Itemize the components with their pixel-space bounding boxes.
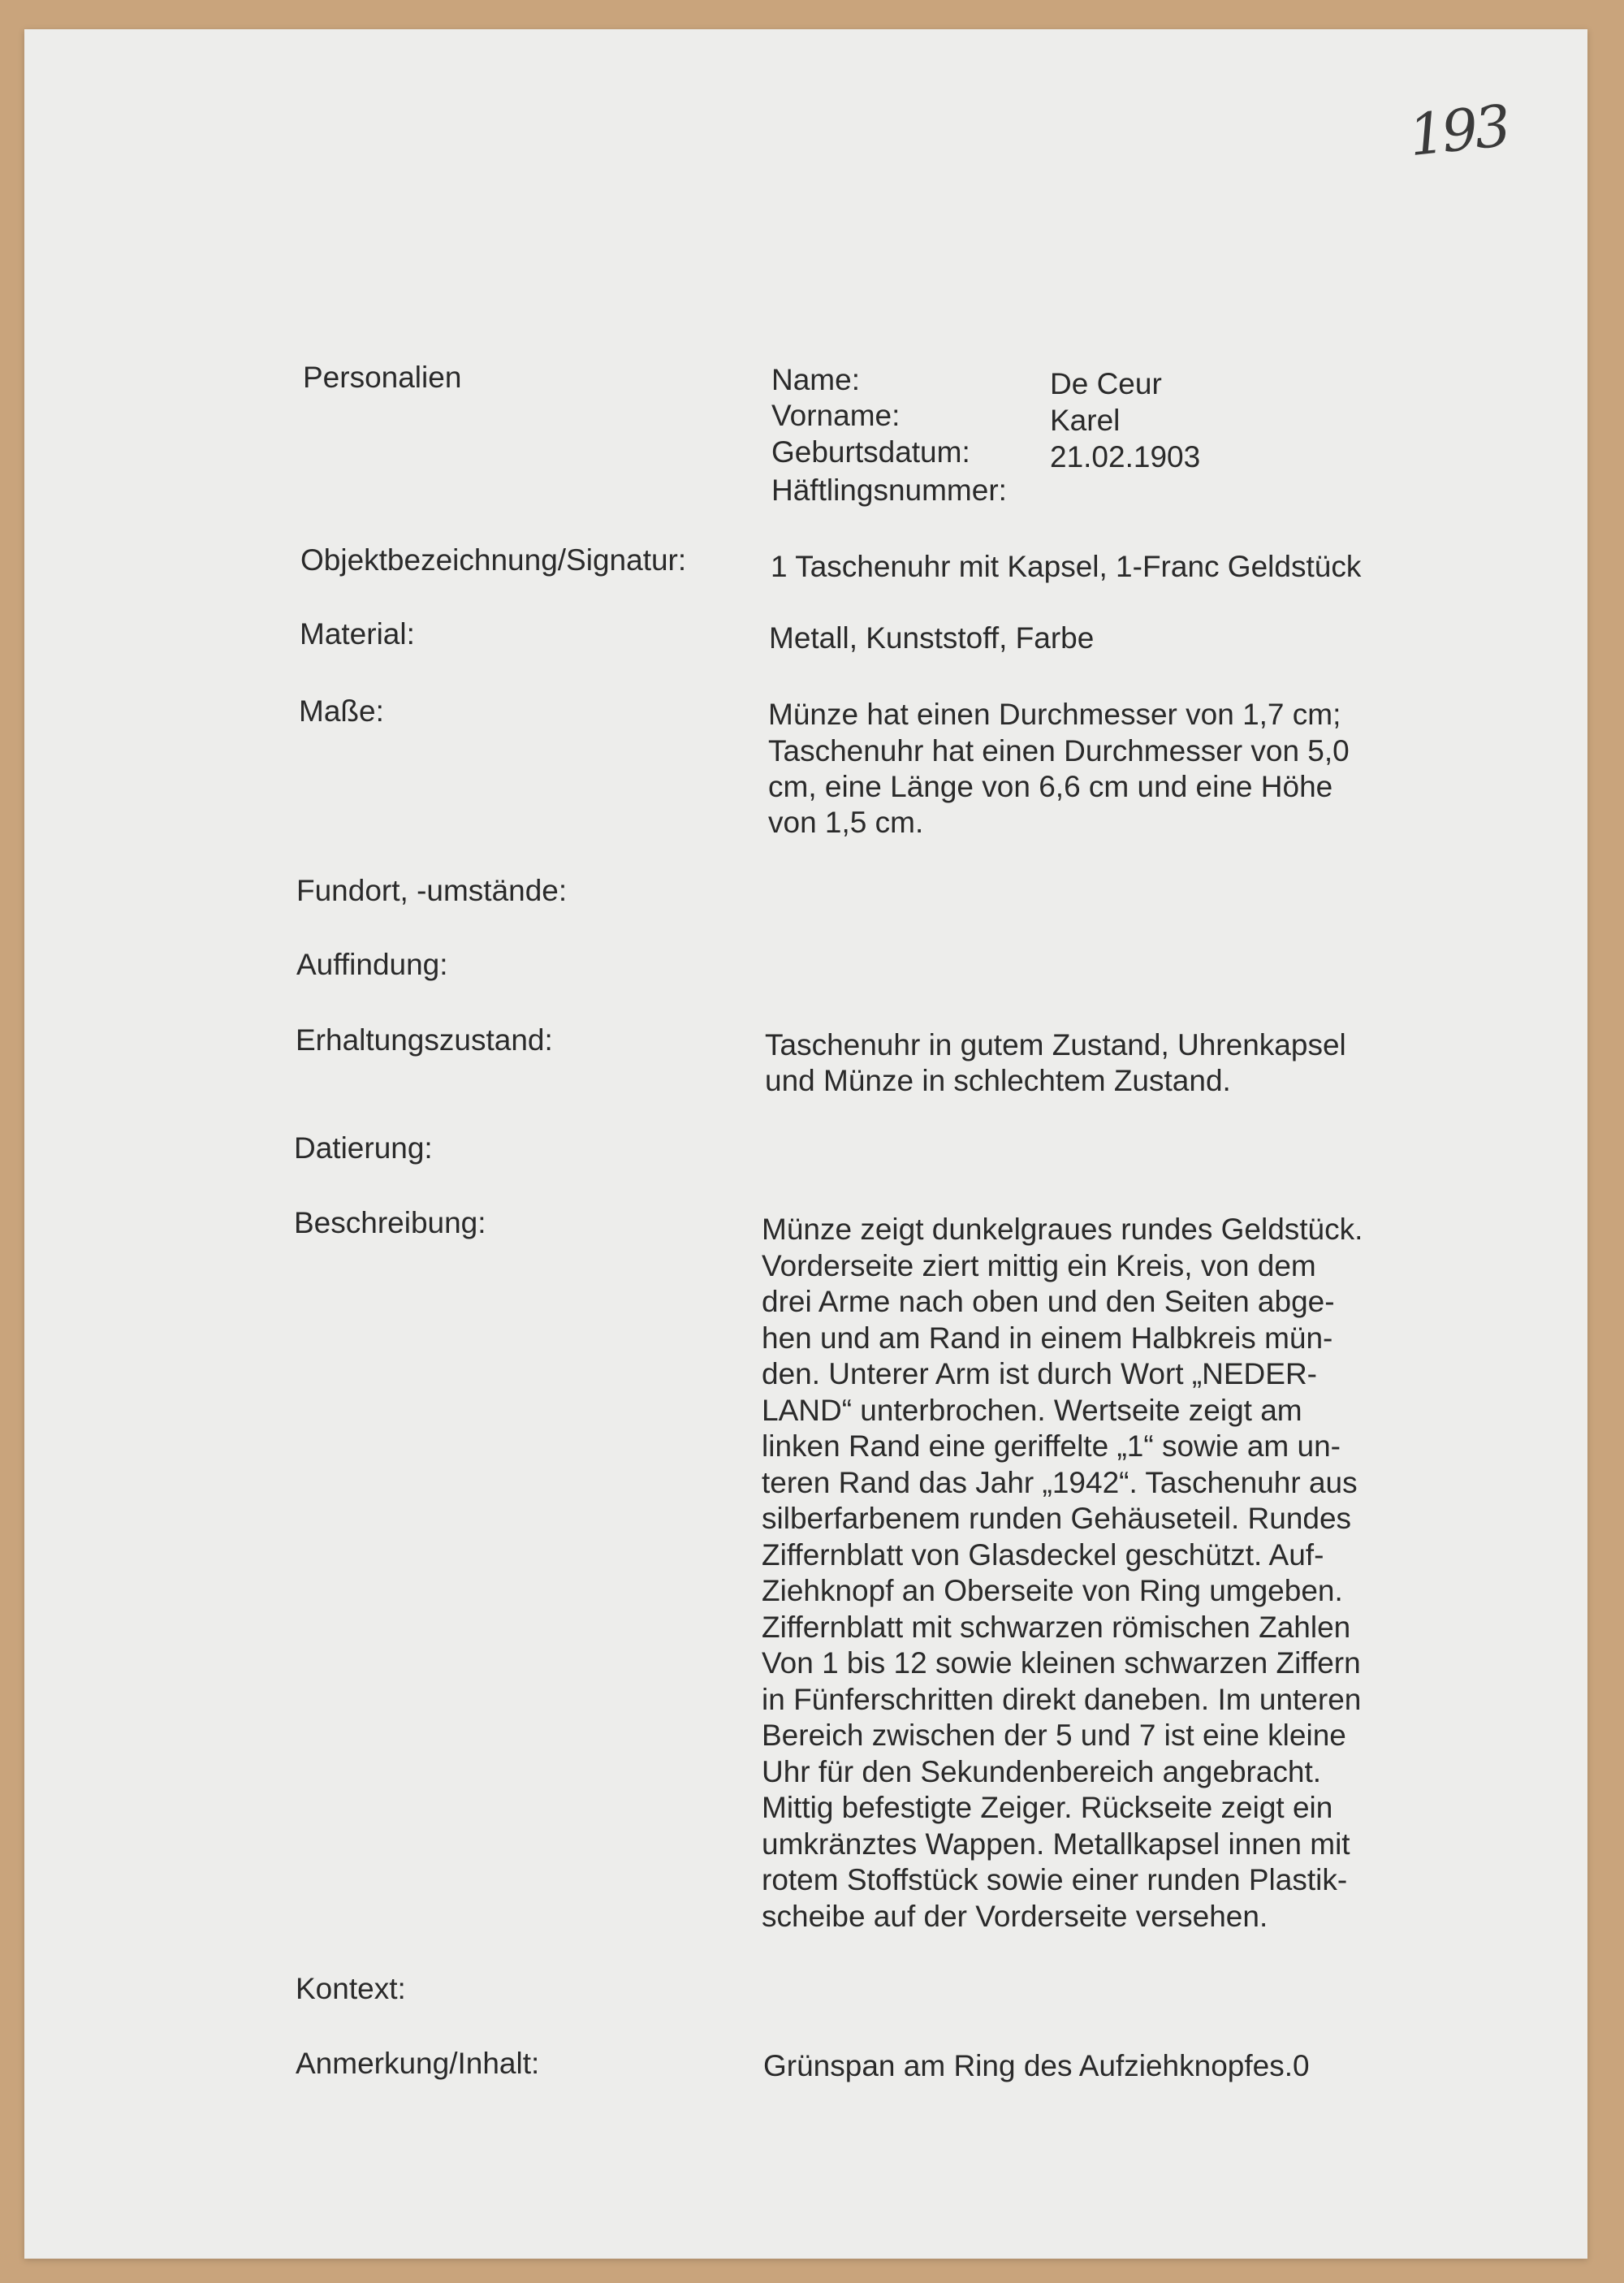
value-masse-line-2: Taschenuhr hat einen Durchmesser von 5,0	[768, 734, 1350, 767]
label-material: Material:	[300, 617, 415, 651]
beschreibung-line: Mittig befestigte Zeiger. Rückseite zeigt ein	[762, 1791, 1333, 1824]
beschreibung-line: in Fünferschritten direkt daneben. Im unteren	[762, 1682, 1362, 1716]
beschreibung-line: Münze zeigt dunkelgraues rundes Geldstück.	[762, 1213, 1363, 1246]
label-vorname: Vorname:	[771, 399, 901, 432]
label-haeftlingsnummer: Häftlingsnummer:	[771, 473, 1007, 507]
beschreibung-line: den. Unterer Arm ist durch Wort „NEDER-	[762, 1357, 1317, 1390]
label-personalien: Personalien	[303, 361, 462, 394]
beschreibung-line: Ziffernblatt von Glasdeckel geschützt. Auf-	[762, 1537, 1324, 1572]
value-masse-line-1: Münze hat einen Durchmesser von 1,7 cm;	[768, 698, 1341, 731]
label-erhaltungszustand: Erhaltungszustand:	[296, 1023, 553, 1057]
beschreibung-line: hen und am Rand in einem Halbkreis mün-	[762, 1321, 1333, 1355]
label-name: Name:	[771, 363, 860, 396]
label-fundort: Fundort, -umstände:	[296, 874, 568, 907]
label-anmerkung: Anmerkung/Inhalt:	[296, 2047, 540, 2080]
value-masse-line-4: von 1,5 cm.	[768, 806, 924, 839]
label-kontext: Kontext:	[296, 1972, 406, 2005]
beschreibung-line: scheibe auf der Vorderseite versehen.	[762, 1899, 1268, 1933]
value-erhaltung-line-2: und Münze in schlechtem Zustand.	[765, 1064, 1231, 1097]
beschreibung-line: umkränztes Wappen. Metallkapsel innen mit	[762, 1827, 1350, 1861]
value-geburtsdatum: 21.02.1903	[1050, 440, 1201, 473]
label-objektbezeichnung: Objektbezeichnung/Signatur:	[300, 543, 687, 577]
value-objektbezeichnung: 1 Taschenuhr mit Kapsel, 1-Franc Geldstück	[771, 550, 1362, 583]
beschreibung-line: drei Arme nach oben und den Seiten abge-	[762, 1285, 1335, 1318]
beschreibung-line: Vorderseite ziert mittig ein Kreis, von dem	[762, 1248, 1316, 1282]
beschreibung-line: Von 1 bis 12 sowie kleinen schwarzen Ziffern	[762, 1646, 1361, 1680]
value-anmerkung: Grünspan am Ring des Aufziehknopfes.0	[763, 2049, 1310, 2082]
label-beschreibung: Beschreibung:	[294, 1206, 486, 1239]
label-datierung: Datierung:	[294, 1131, 433, 1165]
handwritten-page-number: 193	[1406, 92, 1511, 170]
value-material: Metall, Kunststoff, Farbe	[769, 621, 1095, 655]
beschreibung-line: Bereich zwischen der 5 und 7 ist eine kleine	[762, 1719, 1346, 1752]
beschreibung-line: Ziffernblatt mit schwarzen römischen Zahlen	[762, 1610, 1351, 1644]
value-erhaltung-line-1: Taschenuhr in gutem Zustand, Uhrenkapsel	[765, 1028, 1346, 1062]
beschreibung-line: Uhr für den Sekundenbereich angebracht.	[762, 1754, 1322, 1788]
value-masse-line-3: cm, eine Länge von 6,6 cm und eine Höhe	[768, 770, 1333, 803]
value-name: De Ceur	[1050, 367, 1162, 400]
beschreibung-line: LAND“ unterbrochen. Wertseite zeigt am	[762, 1393, 1302, 1427]
label-masse: Maße:	[299, 694, 384, 728]
beschreibung-line: silberfarbenem runden Gehäuseteil. Rundes	[762, 1502, 1352, 1535]
beschreibung-line: rotem Stoffstück sowie einer runden Plastik-	[762, 1863, 1348, 1896]
beschreibung-line: teren Rand das Jahr „1942“. Taschenuhr aus	[762, 1465, 1358, 1499]
label-geburtsdatum: Geburtsdatum:	[771, 435, 970, 469]
beschreibung-line: Ziehknopf an Oberseite von Ring umgeben.	[762, 1574, 1343, 1607]
beschreibung-line: linken Rand eine geriffelte „1“ sowie am un-	[762, 1429, 1341, 1463]
value-vorname: Karel	[1050, 404, 1121, 437]
label-auffindung: Auffindung:	[296, 948, 448, 981]
